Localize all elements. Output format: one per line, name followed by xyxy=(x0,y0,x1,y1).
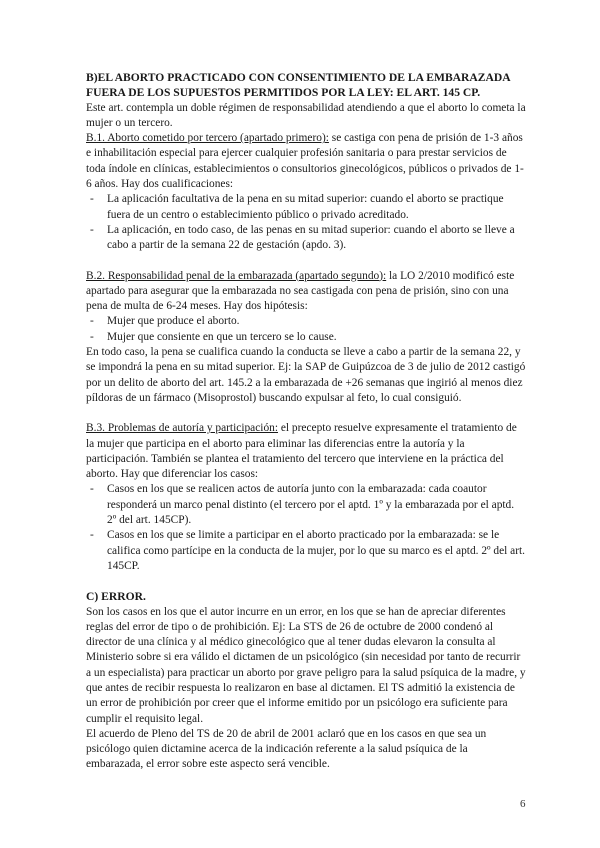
b3-label: B.3. Problemas de autoría y participación: xyxy=(86,422,279,435)
b2-after-paragraph: En todo caso, la pena se cualifica cuando la conducta se lleve a cabo a partir de la semana 22, y se impondrá la pena en su mitad superior. Ej: la SAP de Guipúzcoa de 3 de julio de 2012 castigó por un delito de aborto del art. 145.2 a la embarazada de +26 semanas que ingirió al menos diez píldoras de un fármaco (Misoprostol) buscando expulsar al feto, lo cual consiguió. xyxy=(86,346,526,404)
list-item: - La aplicación, en todo caso, de las penas en su mitad superior: cuando el aborto se lleve a cabo a partir de la semana 22 de gestación (apdo. 3). xyxy=(86,223,526,254)
section-b-title-line1: B)EL ABORTO PRACTICADO CON CONSENTIMIENTO DE LA EMBARAZADA xyxy=(86,71,511,84)
section-c-paragraph-2: El acuerdo de Pleno del TS de 20 de abril de 2001 aclaró que en los casos en que sea un psicólogo quien dictamine acerca de la indicación referente a la salud psíquica de la embarazada, el error sobre este aspecto será vencible. xyxy=(86,727,487,771)
page-content xyxy=(86,70,526,773)
page-number: 6 xyxy=(520,798,526,810)
list-item: - La aplicación facultativa de la pena en su mitad superior: cuando el aborto se practique fuera de un centro o establecimiento público o privado acreditado. xyxy=(86,192,526,223)
section-c-title: C) ERROR. xyxy=(86,590,146,604)
list-item: - Casos en los que se limite a participar en el aborto practicado por la embarazada: se le califica como partícipe en la conducta de la mujer, por lo que su marco es el aptd. 2º del art. 145CP. xyxy=(86,528,526,574)
b1-paragraph xyxy=(86,131,526,192)
b3-text: el precepto resuelve expresamente el tratamiento de la mujer que participa en el aborto para eliminar las diferencias entre la autoría y la participación. También se plantea el tratamiento del tercero que interviene en la práctica del aborto. Hay que diferenciar los casos: xyxy=(86,422,517,481)
b1-text: se castiga con pena de prisión de 1-3 años e inhabilitación especial para ejercer cualquier profesión sanitaria o para prestar servicios de toda índole en clínicas, establecimientos o consultorios ginecológicos, públicos o privados de 1-6 años. Hay dos cualificaciones: xyxy=(86,132,524,191)
section-b-intro: Este art. contempla un doble régimen de responsabilidad atendiendo a que el aborto lo cometa la mujer o un tercero. xyxy=(86,101,526,129)
b2-text: la LO 2/2010 modificó este apartado para asegurar que la embarazada no sea castigada con pena de prisión, sino con una pena de multa de 6-24 meses. Hay dos hipótesis: xyxy=(86,269,515,313)
b2-paragraph xyxy=(86,269,526,315)
list-item: - Mujer que produce el aborto. xyxy=(86,314,526,329)
b2-list xyxy=(86,314,526,345)
b3-paragraph xyxy=(86,421,526,482)
list-item: - Casos en los que se realicen actos de autoría junto con la embarazada: cada coautor responderá un marco penal distinto (el tercero por el aptd. 1º y la embarazada por el aptd. 2º del art. 145CP). xyxy=(86,482,526,528)
b1-list xyxy=(86,192,526,253)
section-b-title-line2: FUERA DE LOS SUPUESTOS PERMITIDOS POR LA LEY: EL ART. 145 CP. xyxy=(86,86,481,100)
b3-list xyxy=(86,482,526,574)
list-item: - Mujer que consiente en que un tercero se lo cause. xyxy=(86,330,526,345)
b2-label: B.2. Responsabilidad penal de la embarazada (apartado segundo): xyxy=(86,269,387,282)
b1-label: B.1. Aborto cometido por tercero (apartado primero): xyxy=(86,132,329,145)
section-c-paragraph-1: Son los casos en los que el autor incurre en un error, en los que se han de apreciar diferentes reglas del error de tipo o de prohibición. Ej: La STS de 26 de octubre de 2000 condenó al director de una clínica y al médico ginecológico que al tener dudas elevaron la consulta al Ministerio sobre si era válido el dictamen de un psicológico (sin necesidad por tanto de recurrir a un especialista) para practicar un aborto por grave peligro para la salud psíquica de la madre, y que antes de recibir respuesta lo realizaron en base al dictamen. El TS admitió la existencia de un error de prohibición por creer que el informe emitido por un psicólogo era suficiente para cumplir el requisito legal. xyxy=(86,605,526,725)
